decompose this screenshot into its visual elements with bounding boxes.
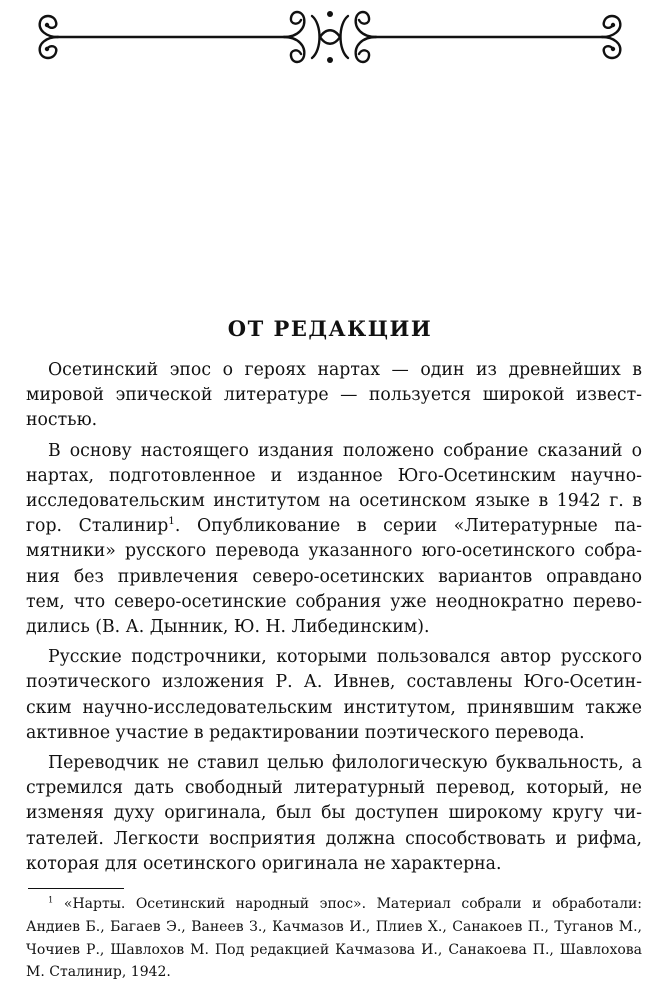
- footnote-reference: 1: [168, 515, 175, 528]
- paragraph-2-text-end: . Опубликование в серии «Литературные памятники» русского перевода указанного юго-осетинского собрания без привлечения северо-осетинских вариантов оправдано тем, что северо-осетинские собрания уже неоднократно переводились (В. А. Дынник, Ю. Н. Либединским).: [26, 516, 642, 638]
- footnote-marker: 1: [48, 894, 54, 905]
- footnote: [26, 893, 642, 984]
- paragraph-2: [26, 439, 642, 641]
- paragraph-1: Осетинский эпос о героях нартах — один из древнейших в мировой эпической литературе — пользуется широкой известностью.: [26, 360, 642, 431]
- footnote-divider: [28, 888, 124, 889]
- footnote-text: «Нарты. Осетинский народный эпос». Материал собрали и обработали: Андиев Б., Багаев Э., Ванеев З., Качмазов И., Плиев Х., Санакоев П., Туганов М., Чочиев Р., Шавлохов М. Под редакцией Качмазова И., Санакоева П., Шавлохова М. Сталинир, 1942.: [26, 896, 643, 981]
- paragraph-2-text-start: В основу настоящего издания положено собрание сказаний о нартах, подготовленное и изданное Юго-Осетинским научно-исследовательским институтом на осетинском языке в 1942 г. в гор. Сталинир: [26, 440, 642, 537]
- decorative-scroll-ornament-icon: [16, 6, 644, 66]
- page-title: ОТ РЕДАКЦИИ: [227, 316, 433, 341]
- paragraph-4: Переводчик не ставил целью филологическую буквальность, а стремился дать свободный литературный перевод, который, не изменяя духу оригинала, был бы доступен широкому кругу читателей. Легкости восприятия должна способствовать и рифма, которая для осетинского оригинала не характерна.: [26, 753, 642, 874]
- body-text: [26, 358, 642, 882]
- paragraph-3: Русские подстрочники, которыми пользовался автор русского поэтического изложения Р. А. Ивнев, составлены Юго-Осетинским научно-исследовательским институтом, принявшим также активное участие в редактировании поэтического перевода.: [26, 647, 642, 743]
